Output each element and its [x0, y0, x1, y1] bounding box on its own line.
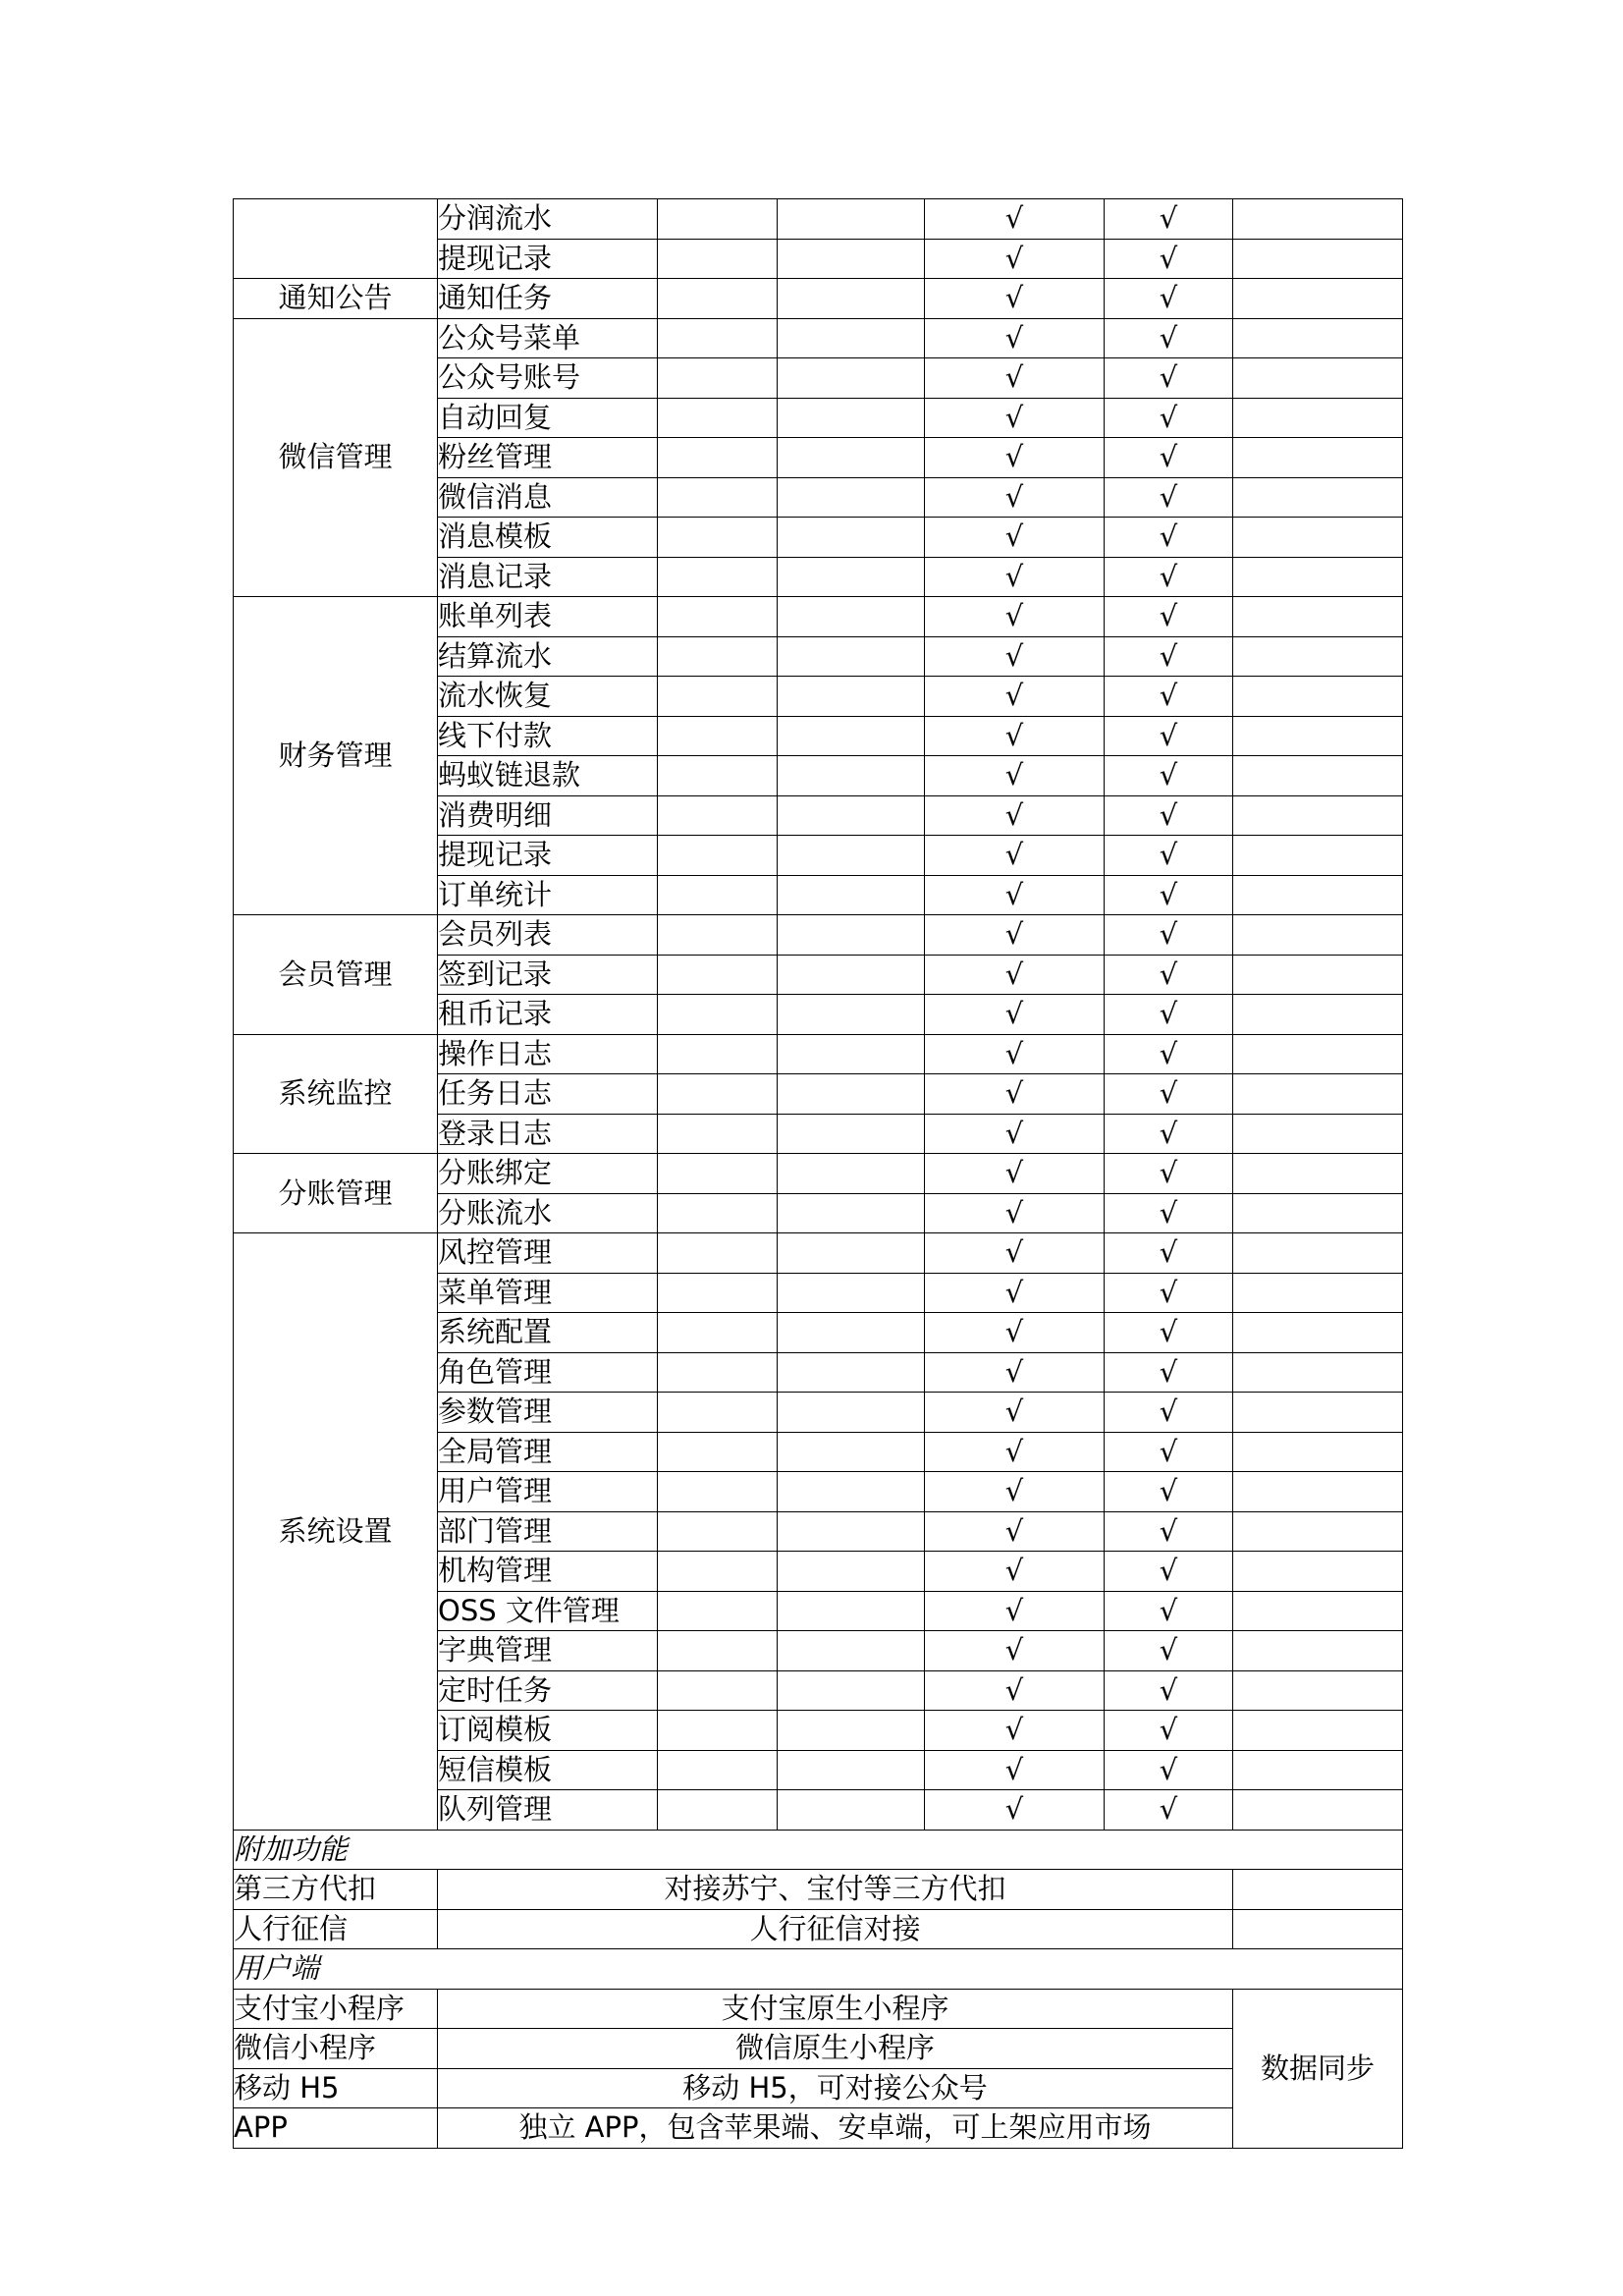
feature-name-cell: 任务日志	[438, 1074, 658, 1115]
table-row	[234, 1909, 1403, 1949]
empty-cell	[1233, 1591, 1403, 1631]
check-mark: √	[1105, 318, 1233, 358]
check-mark: √	[925, 1034, 1105, 1074]
empty-cell	[1233, 1034, 1403, 1074]
empty-cell	[658, 318, 778, 358]
check-mark: √	[925, 995, 1105, 1035]
check-mark: √	[925, 915, 1105, 956]
empty-cell	[778, 836, 925, 876]
check-mark: √	[925, 1552, 1105, 1592]
empty-cell	[778, 1154, 925, 1194]
feature-name-cell: 粉丝管理	[438, 438, 658, 478]
feature-name-cell: 全局管理	[438, 1432, 658, 1472]
check-mark: √	[925, 318, 1105, 358]
feature-name-cell: OSS 文件管理	[438, 1591, 658, 1631]
empty-cell	[778, 1472, 925, 1512]
table-row	[234, 318, 1403, 358]
table-row	[234, 2068, 1403, 2108]
check-mark: √	[1105, 1034, 1233, 1074]
empty-cell	[778, 477, 925, 518]
empty-cell	[658, 1432, 778, 1472]
feature-name-cell: 会员列表	[438, 915, 658, 956]
check-mark: √	[1105, 795, 1233, 836]
check-mark: √	[1105, 1750, 1233, 1790]
empty-cell	[1233, 716, 1403, 756]
empty-cell	[778, 358, 925, 399]
check-mark: √	[925, 1193, 1105, 1233]
feature-name-cell: 队列管理	[438, 1790, 658, 1831]
empty-cell	[658, 358, 778, 399]
empty-cell	[1233, 795, 1403, 836]
feature-name-cell: 租币记录	[438, 995, 658, 1035]
check-mark: √	[925, 279, 1105, 319]
empty-cell	[778, 1233, 925, 1274]
empty-cell	[1233, 955, 1403, 995]
check-mark: √	[1105, 1352, 1233, 1393]
check-mark: √	[925, 199, 1105, 240]
check-mark: √	[1105, 1074, 1233, 1115]
empty-cell	[1233, 1670, 1403, 1711]
feature-desc-cell: 对接苏宁、宝付等三方代扣	[438, 1870, 1233, 1910]
empty-cell	[778, 795, 925, 836]
empty-cell	[778, 1393, 925, 1433]
empty-cell	[1233, 1790, 1403, 1831]
empty-cell	[658, 1511, 778, 1552]
feature-name-cell: 登录日志	[438, 1114, 658, 1154]
table-row	[234, 1034, 1403, 1074]
empty-cell	[658, 875, 778, 915]
check-mark: √	[1105, 1313, 1233, 1353]
feature-name-cell: 人行征信	[234, 1909, 438, 1949]
empty-cell	[1233, 358, 1403, 399]
section-title: 附加功能	[234, 1830, 1403, 1870]
check-mark: √	[1105, 279, 1233, 319]
empty-cell	[658, 199, 778, 240]
empty-cell	[658, 1273, 778, 1313]
check-mark: √	[1105, 477, 1233, 518]
empty-cell	[1233, 1313, 1403, 1353]
empty-cell	[778, 1273, 925, 1313]
module-group-cell: 通知公告	[234, 279, 438, 319]
check-mark: √	[925, 1313, 1105, 1353]
feature-name-cell: 字典管理	[438, 1631, 658, 1671]
empty-cell	[658, 1313, 778, 1353]
empty-cell	[778, 199, 925, 240]
empty-cell	[1233, 836, 1403, 876]
check-mark: √	[925, 1670, 1105, 1711]
check-mark: √	[925, 1511, 1105, 1552]
check-mark: √	[1105, 1233, 1233, 1274]
check-mark: √	[925, 1233, 1105, 1274]
check-mark: √	[1105, 1711, 1233, 1751]
module-group-cell: 系统监控	[234, 1034, 438, 1154]
feature-name-cell: 操作日志	[438, 1034, 658, 1074]
empty-cell	[778, 636, 925, 677]
check-mark: √	[1105, 1393, 1233, 1433]
check-mark: √	[925, 795, 1105, 836]
empty-cell	[658, 279, 778, 319]
check-mark: √	[925, 1393, 1105, 1433]
empty-cell	[1233, 477, 1403, 518]
module-group-cell: 系统设置	[234, 1233, 438, 1831]
feature-name-cell: 支付宝小程序	[234, 1989, 438, 2029]
empty-cell	[1233, 995, 1403, 1035]
check-mark: √	[925, 636, 1105, 677]
check-mark: √	[925, 1432, 1105, 1472]
empty-cell	[658, 1790, 778, 1831]
check-mark: √	[925, 1074, 1105, 1115]
empty-cell	[658, 597, 778, 637]
check-mark: √	[1105, 875, 1233, 915]
empty-cell	[658, 1472, 778, 1512]
feature-name-cell: 系统配置	[438, 1313, 658, 1353]
empty-cell	[658, 995, 778, 1035]
check-mark: √	[1105, 1670, 1233, 1711]
empty-cell	[658, 1193, 778, 1233]
data-sync-cell: 数据同步	[1233, 1989, 1403, 2148]
empty-cell	[778, 1352, 925, 1393]
empty-cell	[658, 1034, 778, 1074]
empty-cell	[658, 795, 778, 836]
check-mark: √	[1105, 677, 1233, 717]
empty-cell	[778, 1074, 925, 1115]
empty-cell	[658, 955, 778, 995]
check-mark: √	[1105, 1511, 1233, 1552]
empty-cell	[658, 557, 778, 597]
empty-cell	[1233, 1114, 1403, 1154]
empty-cell	[1233, 199, 1403, 240]
empty-cell	[778, 398, 925, 438]
empty-cell	[778, 756, 925, 796]
check-mark: √	[925, 597, 1105, 637]
empty-cell	[1233, 1074, 1403, 1115]
empty-cell	[1233, 677, 1403, 717]
check-mark: √	[1105, 1631, 1233, 1671]
feature-name-cell: 消费明细	[438, 795, 658, 836]
feature-name-cell: 签到记录	[438, 955, 658, 995]
empty-cell	[778, 1750, 925, 1790]
feature-name-cell: 定时任务	[438, 1670, 658, 1711]
empty-cell	[658, 1352, 778, 1393]
empty-cell	[1233, 1909, 1403, 1949]
empty-cell	[778, 716, 925, 756]
module-group-cell	[234, 199, 438, 279]
empty-cell	[778, 1711, 925, 1751]
check-mark: √	[925, 398, 1105, 438]
empty-cell	[778, 677, 925, 717]
empty-cell	[1233, 1870, 1403, 1910]
check-mark: √	[1105, 1193, 1233, 1233]
check-mark: √	[1105, 1154, 1233, 1194]
empty-cell	[1233, 1352, 1403, 1393]
feature-name-cell: 微信小程序	[234, 2029, 438, 2069]
empty-cell	[658, 677, 778, 717]
feature-name-cell: 移动 H5	[234, 2068, 438, 2108]
check-mark: √	[925, 677, 1105, 717]
feature-name-cell: 分账绑定	[438, 1154, 658, 1194]
empty-cell	[778, 438, 925, 478]
feature-name-cell: 结算流水	[438, 636, 658, 677]
check-mark: √	[925, 1591, 1105, 1631]
empty-cell	[1233, 318, 1403, 358]
module-group-cell: 财务管理	[234, 597, 438, 915]
empty-cell	[1233, 1472, 1403, 1512]
table-row	[234, 1154, 1403, 1194]
empty-cell	[1233, 1711, 1403, 1751]
check-mark: √	[1105, 1114, 1233, 1154]
check-mark: √	[925, 836, 1105, 876]
empty-cell	[778, 995, 925, 1035]
table-row	[234, 1233, 1403, 1274]
feature-name-cell: 风控管理	[438, 1233, 658, 1274]
empty-cell	[658, 1750, 778, 1790]
empty-cell	[658, 636, 778, 677]
feature-table	[233, 198, 1403, 2149]
check-mark: √	[1105, 1552, 1233, 1592]
empty-cell	[778, 875, 925, 915]
empty-cell	[778, 1432, 925, 1472]
section-header-row	[234, 1830, 1403, 1870]
check-mark: √	[925, 557, 1105, 597]
feature-name-cell: 短信模板	[438, 1750, 658, 1790]
table-row	[234, 199, 1403, 240]
empty-cell	[658, 1631, 778, 1671]
feature-name-cell: APP	[234, 2108, 438, 2149]
check-mark: √	[1105, 756, 1233, 796]
check-mark: √	[1105, 518, 1233, 558]
feature-desc-cell: 支付宝原生小程序	[438, 1989, 1233, 2029]
feature-name-cell: 流水恢复	[438, 677, 658, 717]
empty-cell	[658, 518, 778, 558]
feature-name-cell: 账单列表	[438, 597, 658, 637]
empty-cell	[778, 1193, 925, 1233]
feature-name-cell: 参数管理	[438, 1393, 658, 1433]
feature-name-cell: 机构管理	[438, 1552, 658, 1592]
empty-cell	[778, 1114, 925, 1154]
check-mark: √	[925, 955, 1105, 995]
check-mark: √	[1105, 1790, 1233, 1831]
feature-name-cell: 提现记录	[438, 836, 658, 876]
empty-cell	[658, 836, 778, 876]
empty-cell	[1233, 398, 1403, 438]
check-mark: √	[925, 518, 1105, 558]
empty-cell	[778, 955, 925, 995]
check-mark: √	[925, 1711, 1105, 1751]
feature-name-cell: 用户管理	[438, 1472, 658, 1512]
check-mark: √	[1105, 199, 1233, 240]
empty-cell	[1233, 1552, 1403, 1592]
empty-cell	[778, 279, 925, 319]
check-mark: √	[925, 239, 1105, 279]
check-mark: √	[1105, 1273, 1233, 1313]
section-title: 用户端	[234, 1949, 1403, 1990]
empty-cell	[778, 1552, 925, 1592]
check-mark: √	[925, 1273, 1105, 1313]
section-header-row	[234, 1949, 1403, 1990]
check-mark: √	[1105, 716, 1233, 756]
empty-cell	[1233, 1393, 1403, 1433]
feature-name-cell: 消息模板	[438, 518, 658, 558]
empty-cell	[658, 1154, 778, 1194]
feature-name-cell: 提现记录	[438, 239, 658, 279]
feature-name-cell: 分账流水	[438, 1193, 658, 1233]
module-group-cell: 微信管理	[234, 318, 438, 597]
check-mark: √	[925, 716, 1105, 756]
empty-cell	[1233, 915, 1403, 956]
check-mark: √	[1105, 955, 1233, 995]
empty-cell	[1233, 1631, 1403, 1671]
empty-cell	[1233, 518, 1403, 558]
empty-cell	[658, 915, 778, 956]
check-mark: √	[925, 1750, 1105, 1790]
feature-name-cell: 角色管理	[438, 1352, 658, 1393]
check-mark: √	[925, 875, 1105, 915]
empty-cell	[1233, 438, 1403, 478]
check-mark: √	[1105, 995, 1233, 1035]
feature-desc-cell: 独立 APP，包含苹果端、安卓端，可上架应用市场	[438, 2108, 1233, 2149]
check-mark: √	[1105, 438, 1233, 478]
empty-cell	[1233, 756, 1403, 796]
check-mark: √	[1105, 1591, 1233, 1631]
empty-cell	[1233, 1154, 1403, 1194]
check-mark: √	[1105, 358, 1233, 399]
empty-cell	[778, 1591, 925, 1631]
empty-cell	[1233, 1750, 1403, 1790]
empty-cell	[658, 1114, 778, 1154]
feature-name-cell: 消息记录	[438, 557, 658, 597]
feature-name-cell: 微信消息	[438, 477, 658, 518]
empty-cell	[658, 477, 778, 518]
empty-cell	[658, 1074, 778, 1115]
empty-cell	[1233, 239, 1403, 279]
empty-cell	[1233, 597, 1403, 637]
check-mark: √	[1105, 836, 1233, 876]
feature-name-cell: 分润流水	[438, 199, 658, 240]
table-row	[234, 597, 1403, 637]
check-mark: √	[1105, 636, 1233, 677]
empty-cell	[1233, 1233, 1403, 1274]
empty-cell	[658, 1670, 778, 1711]
empty-cell	[778, 239, 925, 279]
table-row	[234, 279, 1403, 319]
table-row	[234, 915, 1403, 956]
check-mark: √	[925, 756, 1105, 796]
check-mark: √	[1105, 1432, 1233, 1472]
check-mark: √	[1105, 557, 1233, 597]
feature-name-cell: 线下付款	[438, 716, 658, 756]
feature-desc-cell: 人行征信对接	[438, 1909, 1233, 1949]
check-mark: √	[925, 1790, 1105, 1831]
check-mark: √	[925, 477, 1105, 518]
empty-cell	[778, 1670, 925, 1711]
empty-cell	[778, 597, 925, 637]
feature-name-cell: 订单统计	[438, 875, 658, 915]
empty-cell	[778, 1631, 925, 1671]
empty-cell	[1233, 875, 1403, 915]
empty-cell	[658, 1552, 778, 1592]
feature-desc-cell: 微信原生小程序	[438, 2029, 1233, 2069]
table-row	[234, 1989, 1403, 2029]
check-mark: √	[1105, 1472, 1233, 1512]
empty-cell	[658, 239, 778, 279]
check-mark: √	[925, 1114, 1105, 1154]
check-mark: √	[925, 358, 1105, 399]
empty-cell	[778, 1034, 925, 1074]
feature-desc-cell: 移动 H5，可对接公众号	[438, 2068, 1233, 2108]
empty-cell	[658, 398, 778, 438]
check-mark: √	[925, 438, 1105, 478]
check-mark: √	[925, 1352, 1105, 1393]
empty-cell	[658, 716, 778, 756]
feature-name-cell: 蚂蚁链退款	[438, 756, 658, 796]
empty-cell	[658, 1591, 778, 1631]
empty-cell	[658, 1393, 778, 1433]
empty-cell	[778, 318, 925, 358]
check-mark: √	[925, 1154, 1105, 1194]
empty-cell	[658, 1233, 778, 1274]
check-mark: √	[925, 1472, 1105, 1512]
feature-name-cell: 通知任务	[438, 279, 658, 319]
empty-cell	[658, 1711, 778, 1751]
empty-cell	[778, 1511, 925, 1552]
feature-name-cell: 第三方代扣	[234, 1870, 438, 1910]
empty-cell	[778, 518, 925, 558]
empty-cell	[1233, 636, 1403, 677]
check-mark: √	[1105, 915, 1233, 956]
empty-cell	[1233, 279, 1403, 319]
empty-cell	[658, 756, 778, 796]
check-mark: √	[1105, 597, 1233, 637]
empty-cell	[1233, 557, 1403, 597]
check-mark: √	[1105, 398, 1233, 438]
empty-cell	[1233, 1273, 1403, 1313]
table-row	[234, 2029, 1403, 2069]
feature-name-cell: 菜单管理	[438, 1273, 658, 1313]
empty-cell	[778, 1313, 925, 1353]
module-group-cell: 会员管理	[234, 915, 438, 1035]
table-row	[234, 1870, 1403, 1910]
feature-name-cell: 订阅模板	[438, 1711, 658, 1751]
table-row	[234, 2108, 1403, 2149]
empty-cell	[1233, 1511, 1403, 1552]
feature-name-cell: 公众号账号	[438, 358, 658, 399]
empty-cell	[778, 915, 925, 956]
check-mark: √	[1105, 239, 1233, 279]
empty-cell	[1233, 1432, 1403, 1472]
empty-cell	[1233, 1193, 1403, 1233]
feature-name-cell: 自动回复	[438, 398, 658, 438]
feature-name-cell: 部门管理	[438, 1511, 658, 1552]
empty-cell	[658, 438, 778, 478]
empty-cell	[778, 557, 925, 597]
feature-name-cell: 公众号菜单	[438, 318, 658, 358]
module-group-cell: 分账管理	[234, 1154, 438, 1233]
check-mark: √	[925, 1631, 1105, 1671]
empty-cell	[778, 1790, 925, 1831]
